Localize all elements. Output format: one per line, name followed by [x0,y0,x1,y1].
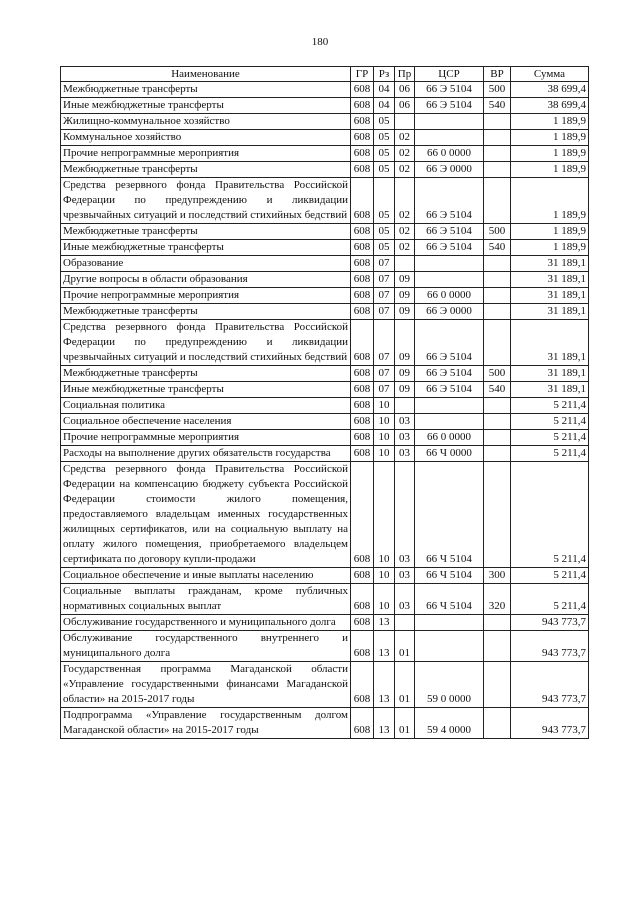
cell-sum: 943 773,7 [511,662,589,708]
cell-gr: 608 [351,568,374,584]
header-gr: ГР [351,67,374,82]
cell-vr: 500 [484,366,511,382]
cell-rz: 07 [374,272,395,288]
table-row [61,320,589,366]
cell-rz: 07 [374,320,395,366]
table-row [61,304,589,320]
cell-vr: 540 [484,382,511,398]
table-row [61,615,589,631]
cell-pr [395,615,415,631]
cell-name: Социальная политика [61,398,351,414]
cell-rz: 10 [374,430,395,446]
cell-pr: 09 [395,320,415,366]
cell-vr [484,708,511,739]
cell-sum: 31 189,1 [511,320,589,366]
cell-vr [484,130,511,146]
cell-gr: 608 [351,398,374,414]
table-row [61,272,589,288]
table-row [61,414,589,430]
cell-rz: 07 [374,288,395,304]
cell-gr: 608 [351,320,374,366]
cell-pr: 03 [395,584,415,615]
cell-sum: 5 211,4 [511,584,589,615]
table-row [61,446,589,462]
cell-gr: 608 [351,114,374,130]
cell-pr: 02 [395,162,415,178]
cell-name: Межбюджетные трансферты [61,304,351,320]
table-row [61,708,589,739]
cell-csr [415,414,484,430]
table-row [61,288,589,304]
cell-gr: 608 [351,256,374,272]
cell-vr [484,272,511,288]
cell-name: Социальные выплаты гражданам, кроме публичных нормативных социальных выплат [61,584,351,615]
table-row [61,82,589,98]
cell-rz: 04 [374,82,395,98]
table-row [61,430,589,446]
cell-rz: 05 [374,178,395,224]
cell-vr: 300 [484,568,511,584]
cell-gr: 608 [351,382,374,398]
cell-vr [484,462,511,568]
cell-vr [484,662,511,708]
cell-pr: 03 [395,568,415,584]
cell-pr [395,398,415,414]
cell-vr [484,398,511,414]
cell-name: Иные межбюджетные трансферты [61,98,351,114]
cell-gr: 608 [351,224,374,240]
table-row [61,130,589,146]
cell-name: Межбюджетные трансферты [61,366,351,382]
cell-sum: 31 189,1 [511,272,589,288]
cell-name: Коммунальное хозяйство [61,130,351,146]
header-csr: ЦСР [415,67,484,82]
header-name: Наименование [61,67,351,82]
cell-pr: 02 [395,224,415,240]
table-header-row [61,67,589,82]
cell-vr [484,114,511,130]
cell-csr: 66 Э 5104 [415,320,484,366]
cell-gr: 608 [351,130,374,146]
cell-pr: 09 [395,272,415,288]
cell-pr: 09 [395,288,415,304]
cell-csr: 66 Ч 5104 [415,568,484,584]
cell-sum: 5 211,4 [511,446,589,462]
table-row [61,631,589,662]
cell-pr [395,114,415,130]
cell-csr: 66 Э 5104 [415,178,484,224]
cell-csr: 59 4 0000 [415,708,484,739]
cell-sum: 943 773,7 [511,615,589,631]
cell-rz: 10 [374,462,395,568]
cell-gr: 608 [351,178,374,224]
table-row [61,584,589,615]
cell-name: Государственная программа Магаданской области «Управление государственными финансами Магаданской области» на 2015-2017 годы [61,662,351,708]
table-row [61,146,589,162]
cell-pr: 09 [395,304,415,320]
cell-rz: 13 [374,662,395,708]
cell-name: Обслуживание государственного и муниципального долга [61,615,351,631]
page-number: 180 [311,36,329,48]
cell-rz: 13 [374,615,395,631]
cell-name: Прочие непрограммные мероприятия [61,288,351,304]
cell-vr [484,320,511,366]
cell-name: Прочие непрограммные мероприятия [61,430,351,446]
cell-pr: 01 [395,631,415,662]
table-row [61,462,589,568]
table-row [61,224,589,240]
cell-csr: 66 Э 5104 [415,382,484,398]
cell-rz: 10 [374,568,395,584]
cell-vr [484,430,511,446]
table-body [61,82,589,739]
cell-name: Другие вопросы в области образования [61,272,351,288]
cell-csr: 66 0 0000 [415,288,484,304]
cell-name: Межбюджетные трансферты [61,224,351,240]
cell-pr: 03 [395,446,415,462]
table-row [61,568,589,584]
cell-sum: 31 189,1 [511,288,589,304]
cell-sum: 31 189,1 [511,304,589,320]
table-row [61,98,589,114]
cell-rz: 13 [374,708,395,739]
cell-pr: 01 [395,708,415,739]
cell-csr: 66 Э 0000 [415,162,484,178]
cell-pr: 02 [395,178,415,224]
cell-vr [484,446,511,462]
cell-sum: 5 211,4 [511,398,589,414]
cell-sum: 5 211,4 [511,414,589,430]
cell-sum: 38 699,4 [511,82,589,98]
cell-csr: 66 Ч 5104 [415,584,484,615]
cell-csr [415,114,484,130]
table-row [61,178,589,224]
cell-csr [415,272,484,288]
cell-vr [484,162,511,178]
cell-name: Средства резервного фонда Правительства Российской Федерации по предупреждению и ликвидации чрезвычайных ситуаций и последствий стихийных бедствий [61,178,351,224]
cell-sum: 31 189,1 [511,366,589,382]
cell-vr: 500 [484,224,511,240]
cell-vr [484,631,511,662]
cell-sum: 31 189,1 [511,256,589,272]
cell-gr: 608 [351,631,374,662]
cell-name: Иные межбюджетные трансферты [61,382,351,398]
cell-rz: 07 [374,256,395,272]
cell-csr: 66 Ч 0000 [415,446,484,462]
cell-name: Расходы на выполнение других обязательств государства [61,446,351,462]
cell-csr [415,615,484,631]
cell-name: Средства резервного фонда Правительства Российской Федерации на компенсацию бюджету субъекта Российской Федерации стоимости жилого помещения, предоставляемого владельцам именных государственных жилищных сертификатов, или на социальную выплату на оплату жилого помещения, приобретаемого владельцем сертификата по договору купли-продажи [61,462,351,568]
cell-csr: 66 0 0000 [415,430,484,446]
cell-vr [484,256,511,272]
cell-gr: 608 [351,304,374,320]
cell-rz: 05 [374,224,395,240]
cell-sum: 38 699,4 [511,98,589,114]
cell-sum: 31 189,1 [511,382,589,398]
cell-vr [484,288,511,304]
cell-csr: 66 Э 5104 [415,98,484,114]
cell-sum: 943 773,7 [511,631,589,662]
cell-sum: 1 189,9 [511,162,589,178]
table-row [61,382,589,398]
cell-name: Обслуживание государственного внутреннего и муниципального долга [61,631,351,662]
budget-table [60,66,589,739]
cell-name: Подпрограмма «Управление государственным долгом Магаданской области» на 2015-2017 годы [61,708,351,739]
cell-sum: 5 211,4 [511,568,589,584]
cell-sum: 1 189,9 [511,114,589,130]
cell-name: Образование [61,256,351,272]
cell-gr: 608 [351,708,374,739]
cell-sum: 1 189,9 [511,130,589,146]
cell-vr [484,304,511,320]
cell-gr: 608 [351,662,374,708]
cell-csr: 59 0 0000 [415,662,484,708]
cell-name: Социальное обеспечение населения [61,414,351,430]
cell-name: Социальное обеспечение и иные выплаты населению [61,568,351,584]
cell-name: Иные межбюджетные трансферты [61,240,351,256]
cell-csr: 66 0 0000 [415,146,484,162]
cell-pr: 03 [395,462,415,568]
cell-vr [484,414,511,430]
cell-sum: 1 189,9 [511,146,589,162]
cell-csr: 66 Э 0000 [415,304,484,320]
cell-name: Жилищно-коммунальное хозяйство [61,114,351,130]
cell-vr [484,178,511,224]
cell-gr: 608 [351,414,374,430]
cell-csr [415,256,484,272]
cell-pr [395,256,415,272]
cell-gr: 608 [351,98,374,114]
cell-pr: 09 [395,382,415,398]
table-row [61,114,589,130]
cell-csr: 66 Э 5104 [415,366,484,382]
cell-gr: 608 [351,82,374,98]
table-row [61,240,589,256]
table-row [61,162,589,178]
cell-rz: 07 [374,366,395,382]
cell-rz: 07 [374,382,395,398]
cell-sum: 1 189,9 [511,240,589,256]
cell-name: Межбюджетные трансферты [61,82,351,98]
cell-vr: 540 [484,98,511,114]
cell-csr: 66 Э 5104 [415,240,484,256]
cell-csr [415,398,484,414]
cell-rz: 10 [374,446,395,462]
header-rz: Рз [374,67,395,82]
cell-rz: 05 [374,162,395,178]
table-row [61,398,589,414]
cell-rz: 10 [374,414,395,430]
cell-vr [484,146,511,162]
cell-pr: 06 [395,98,415,114]
table-row [61,662,589,708]
cell-csr [415,631,484,662]
cell-pr: 01 [395,662,415,708]
cell-rz: 13 [374,631,395,662]
cell-sum: 5 211,4 [511,462,589,568]
cell-gr: 608 [351,446,374,462]
cell-vr: 320 [484,584,511,615]
cell-rz: 07 [374,304,395,320]
cell-rz: 05 [374,130,395,146]
cell-pr: 02 [395,240,415,256]
header-vr: ВР [484,67,511,82]
cell-gr: 608 [351,240,374,256]
cell-gr: 608 [351,162,374,178]
cell-gr: 608 [351,146,374,162]
cell-vr: 500 [484,82,511,98]
cell-csr: 66 Э 5104 [415,82,484,98]
cell-csr: 66 Э 5104 [415,224,484,240]
cell-rz: 05 [374,240,395,256]
cell-gr: 608 [351,430,374,446]
cell-name: Прочие непрограммные мероприятия [61,146,351,162]
cell-gr: 608 [351,366,374,382]
cell-sum: 943 773,7 [511,708,589,739]
cell-pr: 03 [395,414,415,430]
cell-gr: 608 [351,584,374,615]
cell-sum: 1 189,9 [511,178,589,224]
cell-pr: 02 [395,130,415,146]
cell-gr: 608 [351,272,374,288]
cell-pr: 06 [395,82,415,98]
cell-gr: 608 [351,615,374,631]
header-pr: Пр [395,67,415,82]
cell-gr: 608 [351,288,374,304]
cell-rz: 10 [374,398,395,414]
cell-rz: 05 [374,146,395,162]
table-row [61,366,589,382]
cell-vr: 540 [484,240,511,256]
cell-gr: 608 [351,462,374,568]
cell-rz: 05 [374,114,395,130]
cell-csr: 66 Ч 5104 [415,462,484,568]
table-row [61,256,589,272]
cell-rz: 10 [374,584,395,615]
cell-sum: 5 211,4 [511,430,589,446]
cell-vr [484,615,511,631]
cell-csr [415,130,484,146]
header-sum: Сумма [511,67,589,82]
cell-rz: 04 [374,98,395,114]
cell-pr: 03 [395,430,415,446]
cell-pr: 09 [395,366,415,382]
cell-sum: 1 189,9 [511,224,589,240]
cell-name: Средства резервного фонда Правительства Российской Федерации по предупреждению и ликвидации чрезвычайных ситуаций и последствий стихийных бедствий [61,320,351,366]
cell-name: Межбюджетные трансферты [61,162,351,178]
cell-pr: 02 [395,146,415,162]
